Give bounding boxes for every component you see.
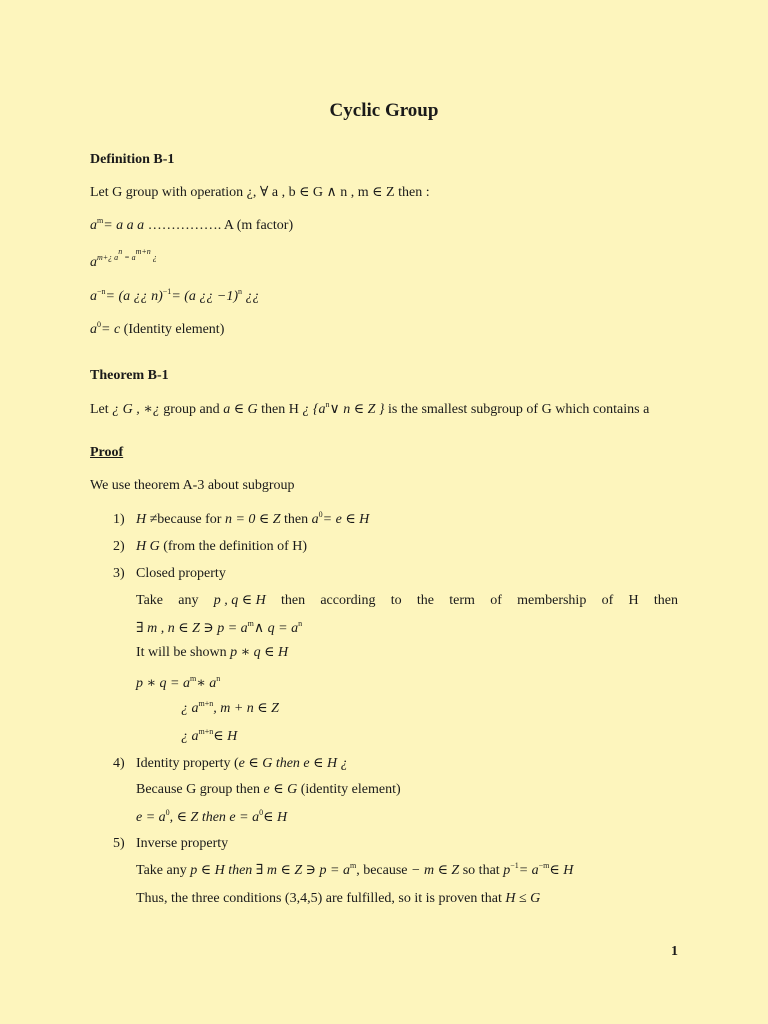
- list-number: 1): [113, 512, 125, 527]
- identity-because-line: [136, 781, 401, 799]
- math-sup: m: [349, 861, 357, 870]
- math-sup: n: [298, 619, 303, 628]
- text: (from the definition of H): [163, 539, 308, 554]
- word: the: [416, 593, 435, 608]
- math: ∃ m , n ∈ Z ∋ p = a: [136, 621, 248, 636]
- proof-item-2: [136, 538, 307, 556]
- math-sup: −m: [538, 861, 550, 870]
- math: ∈ H: [549, 863, 574, 878]
- math: n = 0 ∈ Z: [224, 512, 281, 527]
- identity-text: (Identity element): [123, 322, 225, 337]
- math: − m ∈ Z: [411, 863, 460, 878]
- math-a: a: [90, 218, 97, 233]
- factor-text: ……………. A (m factor): [147, 218, 294, 233]
- text: , because: [356, 863, 408, 878]
- word: any: [178, 593, 199, 608]
- proof-item-1: [136, 511, 369, 529]
- word: then: [653, 593, 678, 608]
- closed-take-line: [136, 592, 678, 610]
- definition-line-1: [90, 217, 293, 235]
- text: Thus, the three conditions (3,4,5) are fulfilled, so it is proven that: [136, 891, 502, 906]
- closed-step-1: [181, 700, 279, 718]
- definition-line-4: [90, 321, 224, 339]
- math: ∈ H: [263, 810, 288, 825]
- proof-heading: Proof: [90, 445, 124, 460]
- math: p ∗ q ∈ H: [230, 645, 289, 660]
- identity-eq-line: [136, 809, 287, 827]
- text: group and: [163, 402, 220, 417]
- math-sup: m: [97, 216, 104, 225]
- math: , m + n ∈ Z: [213, 701, 279, 716]
- math: H ≤ G: [505, 891, 541, 906]
- theorem-statement: [90, 401, 649, 419]
- math-sup: m+n: [198, 727, 214, 736]
- proof-item-5: Inverse property: [136, 836, 229, 851]
- math-sup: 0: [259, 808, 264, 817]
- math: e ∈ G then e ∈ H ¿: [238, 756, 348, 771]
- word: membership: [517, 593, 587, 608]
- math-sup: 0: [318, 510, 323, 519]
- definition-line-2: [90, 247, 157, 272]
- math: ¿ a: [181, 729, 199, 744]
- math-rest: = (a ¿¿ n): [105, 289, 163, 304]
- math: p , q ∈ H: [213, 593, 266, 608]
- word: term: [449, 593, 475, 608]
- math-sup: −1: [162, 287, 172, 296]
- text: It will be shown: [136, 645, 227, 660]
- math: , ∈ Z then e = a: [169, 810, 260, 825]
- closed-shown-line: [136, 644, 288, 662]
- text: then: [284, 512, 309, 527]
- list-number: 3): [113, 566, 125, 581]
- page-number: 1: [671, 944, 678, 959]
- text: because for: [157, 512, 222, 527]
- math: p ∗ q = a: [136, 676, 190, 691]
- inverse-thus-line: [136, 890, 540, 908]
- list-number: 2): [113, 539, 125, 554]
- math: e = a: [136, 810, 166, 825]
- proof-item-4: [136, 755, 348, 773]
- text: Because G group then: [136, 782, 261, 797]
- math: a: [311, 512, 319, 527]
- math-sup: n: [325, 400, 330, 409]
- math-rest: = c: [101, 322, 121, 337]
- word: to: [390, 593, 402, 608]
- math: ¿ a: [181, 701, 199, 716]
- math: e ∈ G: [263, 782, 298, 797]
- text: so that: [462, 863, 500, 878]
- math: ¿ G , ∗¿: [112, 402, 160, 417]
- word: H: [628, 593, 639, 608]
- inverse-take-line: [136, 862, 573, 880]
- math: H G: [136, 539, 160, 554]
- math-a: a: [90, 289, 97, 304]
- math: ∨ n ∈ Z }: [329, 402, 385, 417]
- math-a: a: [90, 255, 97, 270]
- math: = e ∈ H: [322, 512, 370, 527]
- math: ∈ H: [213, 729, 238, 744]
- word: of: [601, 593, 614, 608]
- math: p ∈ H then ∃ m ∈ Z ∋ p = a: [190, 863, 350, 878]
- text: is the smallest subgroup of G which contains a: [388, 402, 650, 417]
- proof-intro: We use theorem A-3 about subgroup: [90, 478, 295, 493]
- math-sup: n: [238, 287, 243, 296]
- math-sup: m+n: [198, 699, 214, 708]
- text: Let: [90, 402, 109, 417]
- word: Take: [136, 593, 164, 608]
- definition-intro: Let G group with operation ¿, ∀ a , b ∈ G ∧ n , m ∈ Z then :: [90, 185, 430, 200]
- math-sup: −n: [97, 287, 106, 296]
- definition-heading: Definition B-1: [90, 152, 175, 167]
- text: Identity property (: [136, 756, 239, 771]
- theorem-heading: Theorem B-1: [90, 368, 169, 383]
- page-title: Cyclic Group: [329, 100, 439, 121]
- math-rest: = a a a: [103, 218, 145, 233]
- list-number: 5): [113, 836, 125, 851]
- text: Take any: [136, 863, 187, 878]
- math-sup: −1: [510, 861, 519, 870]
- math: H ≠: [136, 512, 158, 527]
- text: then H: [261, 402, 299, 417]
- math-sup: 0: [165, 808, 170, 817]
- math-sup: 0: [97, 320, 101, 329]
- math: ∗ a: [196, 676, 217, 691]
- math-a: a: [90, 322, 97, 337]
- math: ¿ {a: [302, 402, 326, 417]
- word: then: [280, 593, 306, 608]
- math-end: ¿¿: [242, 289, 260, 304]
- word: according: [320, 593, 376, 608]
- math-sup: n: [216, 674, 221, 683]
- math: p: [503, 863, 511, 878]
- proof-item-3: Closed property: [136, 566, 226, 581]
- math: a ∈ G: [223, 402, 258, 417]
- text: (identity element): [300, 782, 401, 797]
- closed-exists-line: [136, 620, 302, 638]
- math: = a: [518, 863, 539, 878]
- definition-line-3: [90, 288, 260, 306]
- math-sup: m: [189, 674, 197, 683]
- word: of: [490, 593, 502, 608]
- math: ∧ q = a: [253, 621, 299, 636]
- math-rest: = (a ¿¿ −1): [171, 289, 239, 304]
- closed-step-2: [181, 728, 237, 746]
- closed-pq-line: [136, 675, 220, 693]
- math-sup: m+¿ an = am+n ¿: [97, 247, 157, 262]
- list-number: 4): [113, 756, 125, 771]
- math-sup: m: [247, 619, 254, 628]
